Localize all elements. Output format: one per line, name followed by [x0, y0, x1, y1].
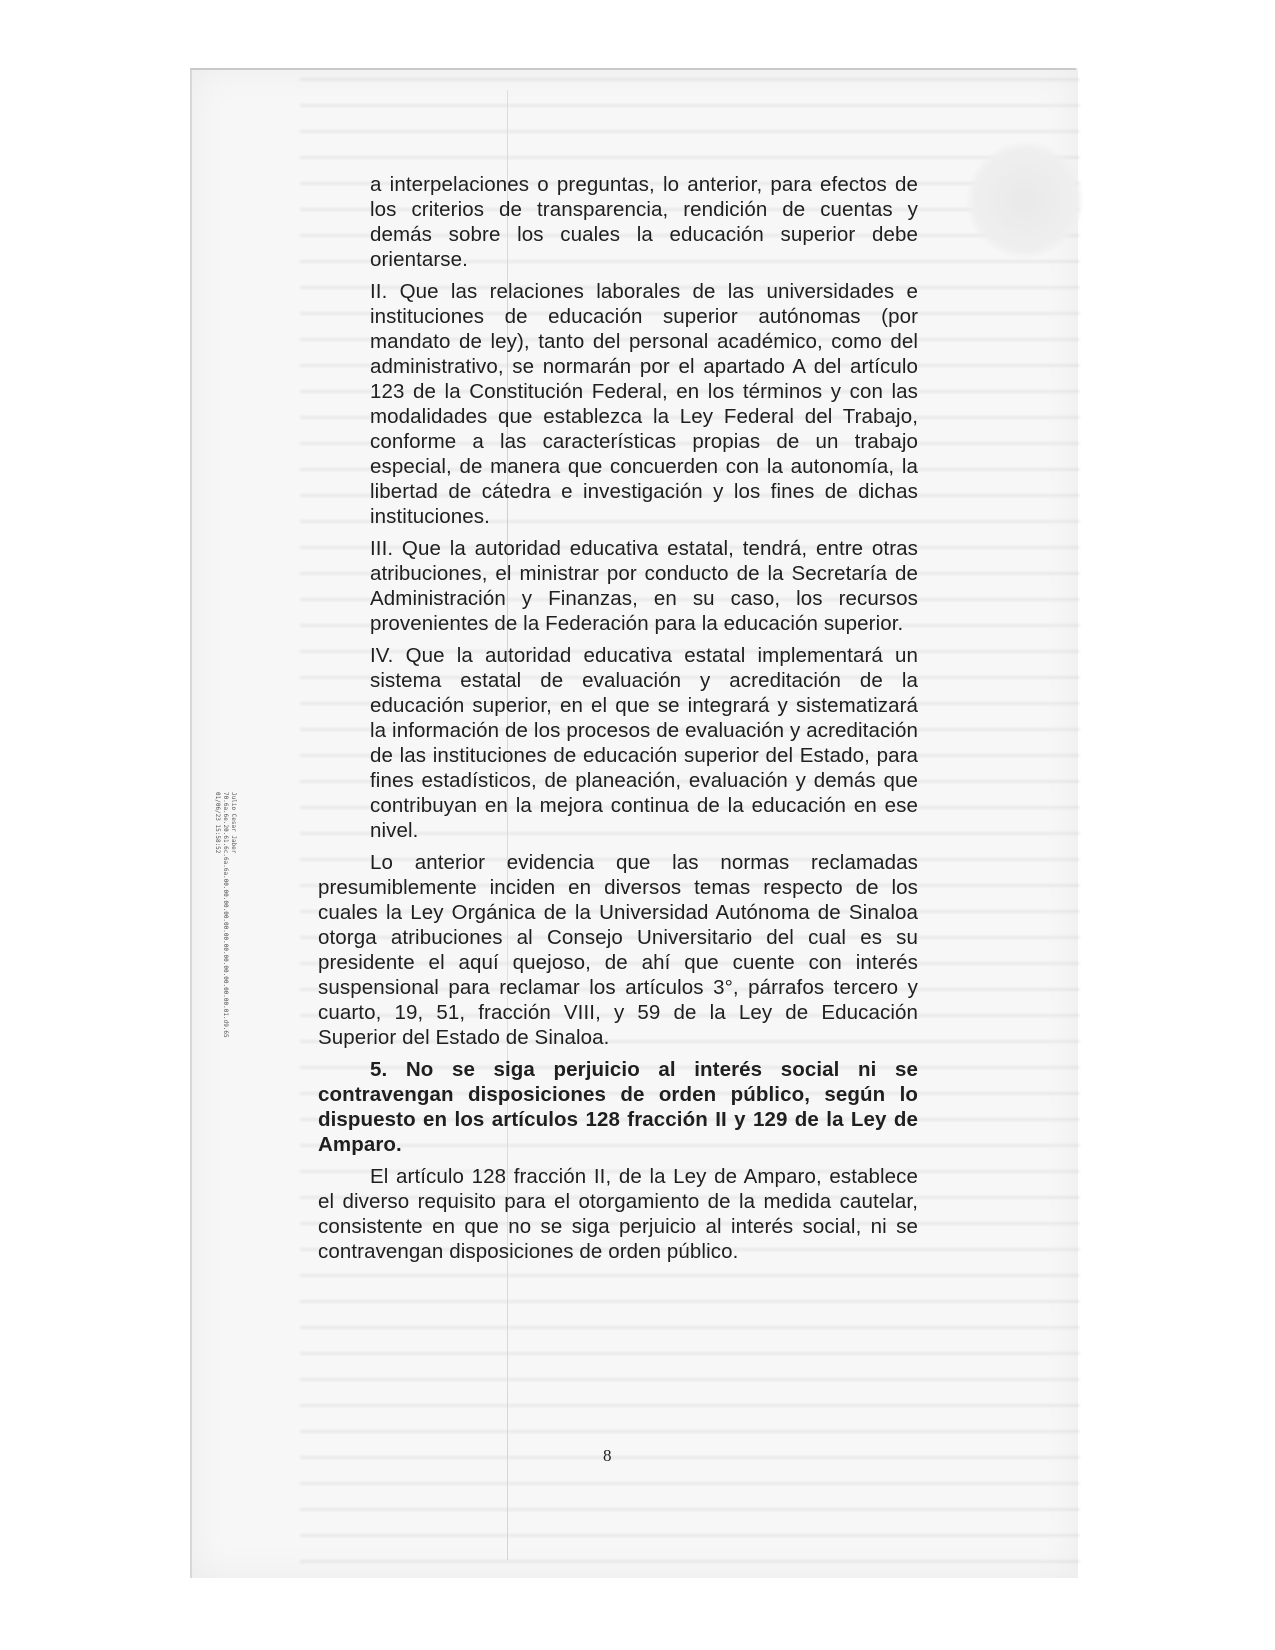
paragraph-continuation: a interpelaciones o preguntas, lo anterior, para efectos de los criterios de transparencia, rendición de cuentas y demás sobre los cuales la educación superior debe orientarse.	[370, 173, 918, 271]
stamp-line-3: 01/06/23 15:58:52	[214, 792, 221, 854]
stamp-line-1: Julio Cesar Jaber	[230, 792, 237, 854]
paragraph-item-ii: II. Que las relaciones laborales de las universidades e instituciones de educación superior autónomas (por mandato de ley), tanto del personal académico, como del administrativo, se normarán por el apartado A del artículo 123 de la Constitución Federal, en los términos y con las modalidades que establezca la Ley Federal del Trabajo, conforme a las características propias de un trabajo especial, de manera que concuerden con la autonomía, la libertad de cátedra e investigación y los fines de dichas instituciones.	[370, 280, 918, 528]
paragraph-conclusion: Lo anterior evidencia que las normas reclamadas presumiblemente inciden en diversos temas respecto de los cuales la Ley Orgánica de la Universidad Autónoma de Sinaloa otorga atribuciones al Consejo Universitario del cual es su presidente el aquí quejoso, de ahí que cuente con interés suspensional para reclamar los artículos 3°, párrafos tercero y cuarto, 19, 51, fracción VIII, y 59 de la Ley de Educación Superior del Estado de Sinaloa.	[318, 851, 918, 1049]
faded-seal	[965, 140, 1085, 260]
section-heading: 5. No se siga perjuicio al interés social ni se contravengan disposiciones de orden público, según lo dispuesto en los artículos 128 fracción II y 129 de la Ley de Amparo.	[318, 1058, 918, 1156]
stamp-line-2: 70.6a.6e.20.61.6c.6a.6a.00.00.00.00.00.00.00.00.00.00.00.00.01.d9.65	[222, 792, 229, 1038]
paragraph-item-iii: III. Que la autoridad educativa estatal, tendrá, entre otras atribuciones, el ministrar por conducto de la Secretaría de Administración y Finanzas, en su caso, los recursos provenientes de la Federación para la educación superior.	[370, 537, 918, 635]
digital-signature-stamp	[209, 792, 237, 1038]
paragraph-item-iv: IV. Que la autoridad educativa estatal implementará un sistema estatal de evaluación y acreditación de la educación superior, en el que se integrará y sistematizará la información de los procesos de evaluación y acreditación de las instituciones de educación superior del Estado, para fines estadísticos, de planeación, evaluación y demás que contribuyan en la mejora continua de la educación en ese nivel.	[370, 644, 918, 842]
paragraph-article-128: El artículo 128 fracción II, de la Ley de Amparo, establece el diverso requisito para el otorgamiento de la medida cautelar, consistente en que no se siga perjuicio al interés social, ni se contravengan disposiciones de orden público.	[318, 1165, 918, 1263]
document-body	[318, 172, 918, 1271]
page-number: 8	[603, 1446, 612, 1465]
